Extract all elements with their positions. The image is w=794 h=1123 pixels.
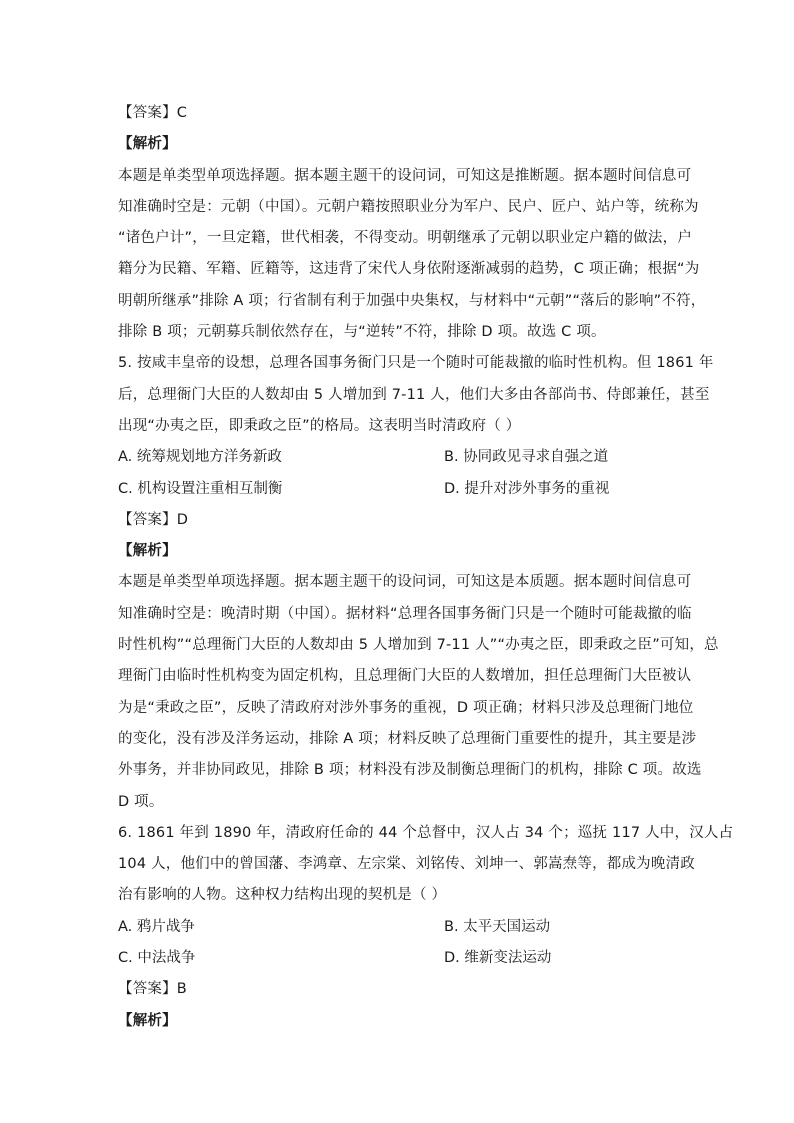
q5-analysis-line: 时性机构”“总理衙门大臣的人数却由 5 人增加到 7-11 人”“办夷之臣，即秉政之臣”可知，总 <box>118 637 719 654</box>
q6-options-row <box>118 912 680 943</box>
q4-analysis-line: “诸色户计”，一旦定籍，世代相袭，不得变动。明朝继承了元朝以职业定户籍的做法，户 <box>118 230 693 247</box>
q6-stem-line: 治有影响的人物。这种权力结构出现的契机是（ ） <box>118 887 447 904</box>
q5-answer: 【答案】D <box>118 511 189 528</box>
q5-stem-line: 出现“办夷之臣，即秉政之臣”的格局。这表明当时清政府（ ） <box>118 417 521 434</box>
q5-analysis-line: 知准确时空是：晚清时期（中国）。据材料“总理各国事务衙门只是一个随时可能裁撤的临 <box>118 605 692 622</box>
q5-option-d: D. 提升对涉外事务的重视 <box>444 480 610 497</box>
q5-analysis-line: 本题是单类型单项选择题。据本题主题干的设问词，可知这是本质题。据本题时间信息可 <box>118 574 692 591</box>
q5-analysis-label: 【解析】 <box>118 543 177 560</box>
q6-option-a: A. 鸦片战争 <box>118 918 195 935</box>
q4-analysis-line: 知准确时空是：元朝（中国）。元朝户籍按照职业分为军户、民户、匠户、站户等，统称为 <box>118 198 699 215</box>
q5-options-row <box>118 442 680 473</box>
q4-analysis-line: 排除 B 项；元朝募兵制依然存在，与“逆转”不符，排除 D 项。故选 C 项。 <box>118 324 606 341</box>
q5-analysis-line: 为是“秉政之臣”，反映了清政府对涉外事务的重视，D 项正确；材料只涉及总理衙门地位 <box>118 699 694 716</box>
q4-analysis-line: 明朝所继承”排除 A 项；行省制有利于加强中央集权，与材料中“元朝”“落后的影响”不符， <box>118 292 706 309</box>
q5-options-row <box>118 474 680 505</box>
q6-options-row <box>118 943 680 974</box>
q4-analysis-label: 【解析】 <box>118 136 177 153</box>
q4-answer: 【答案】C <box>118 105 188 121</box>
q5-option-c: C. 机构设置注重相互制衡 <box>118 480 283 497</box>
q6-analysis-label: 【解析】 <box>118 1012 177 1029</box>
q6-answer: 【答案】B <box>118 981 187 998</box>
q5-option-a: A. 统筹规划地方洋务新政 <box>118 449 282 466</box>
q5-analysis-line: 外事务，并非协同政见，排除 B 项；材料没有涉及制衡总理衙门的机构，排除 C 项。故选 <box>118 762 702 779</box>
q5-option-b: B. 协同政见寻求自强之道 <box>444 449 609 466</box>
q4-analysis-line: 籍分为民籍、军籍、匠籍等，这违背了宋代人身依附逐渐减弱的趋势，C 项正确；根据“为 <box>118 261 700 278</box>
document-page <box>118 98 734 1037</box>
q6-stem-line: 6. 1861 年到 1890 年，清政府任命的 44 个总督中，汉人占 34 个；巡抚 117 人中，汉人占 <box>118 824 734 841</box>
q6-option-c: C. 中法战争 <box>118 950 196 967</box>
q4-analysis-line: 本题是单类型单项选择题。据本题主题干的设问词，可知这是推断题。据本题时间信息可 <box>118 167 692 184</box>
q6-option-b: B. 太平天国运动 <box>444 918 551 935</box>
q5-analysis-line: D 项。 <box>118 793 164 810</box>
q6-option-d: D. 维新变法运动 <box>444 950 552 967</box>
q5-analysis-line: 的变化，没有涉及洋务运动，排除 A 项；材料反映了总理衙门重要性的提升，其主要是涉 <box>118 730 697 747</box>
q5-stem-line: 5. 按咸丰皇帝的设想，总理各国事务衙门只是一个随时可能裁撤的临时性机构。但 1861 年 <box>118 355 714 372</box>
q6-stem-line: 104 人，他们中的曾国藩、李鸿章、左宗棠、刘铭传、刘坤一、郭嵩焘等，都成为晚清政 <box>118 856 695 873</box>
q5-analysis-line: 理衙门由临时性机构变为固定机构，且总理衙门大臣的人数增加，担任总理衙门大臣被认 <box>118 668 692 685</box>
q5-stem-line: 后，总理衙门大臣的人数却由 5 人增加到 7-11 人，他们大多由各部尚书、侍郎兼任，甚至 <box>118 386 710 403</box>
